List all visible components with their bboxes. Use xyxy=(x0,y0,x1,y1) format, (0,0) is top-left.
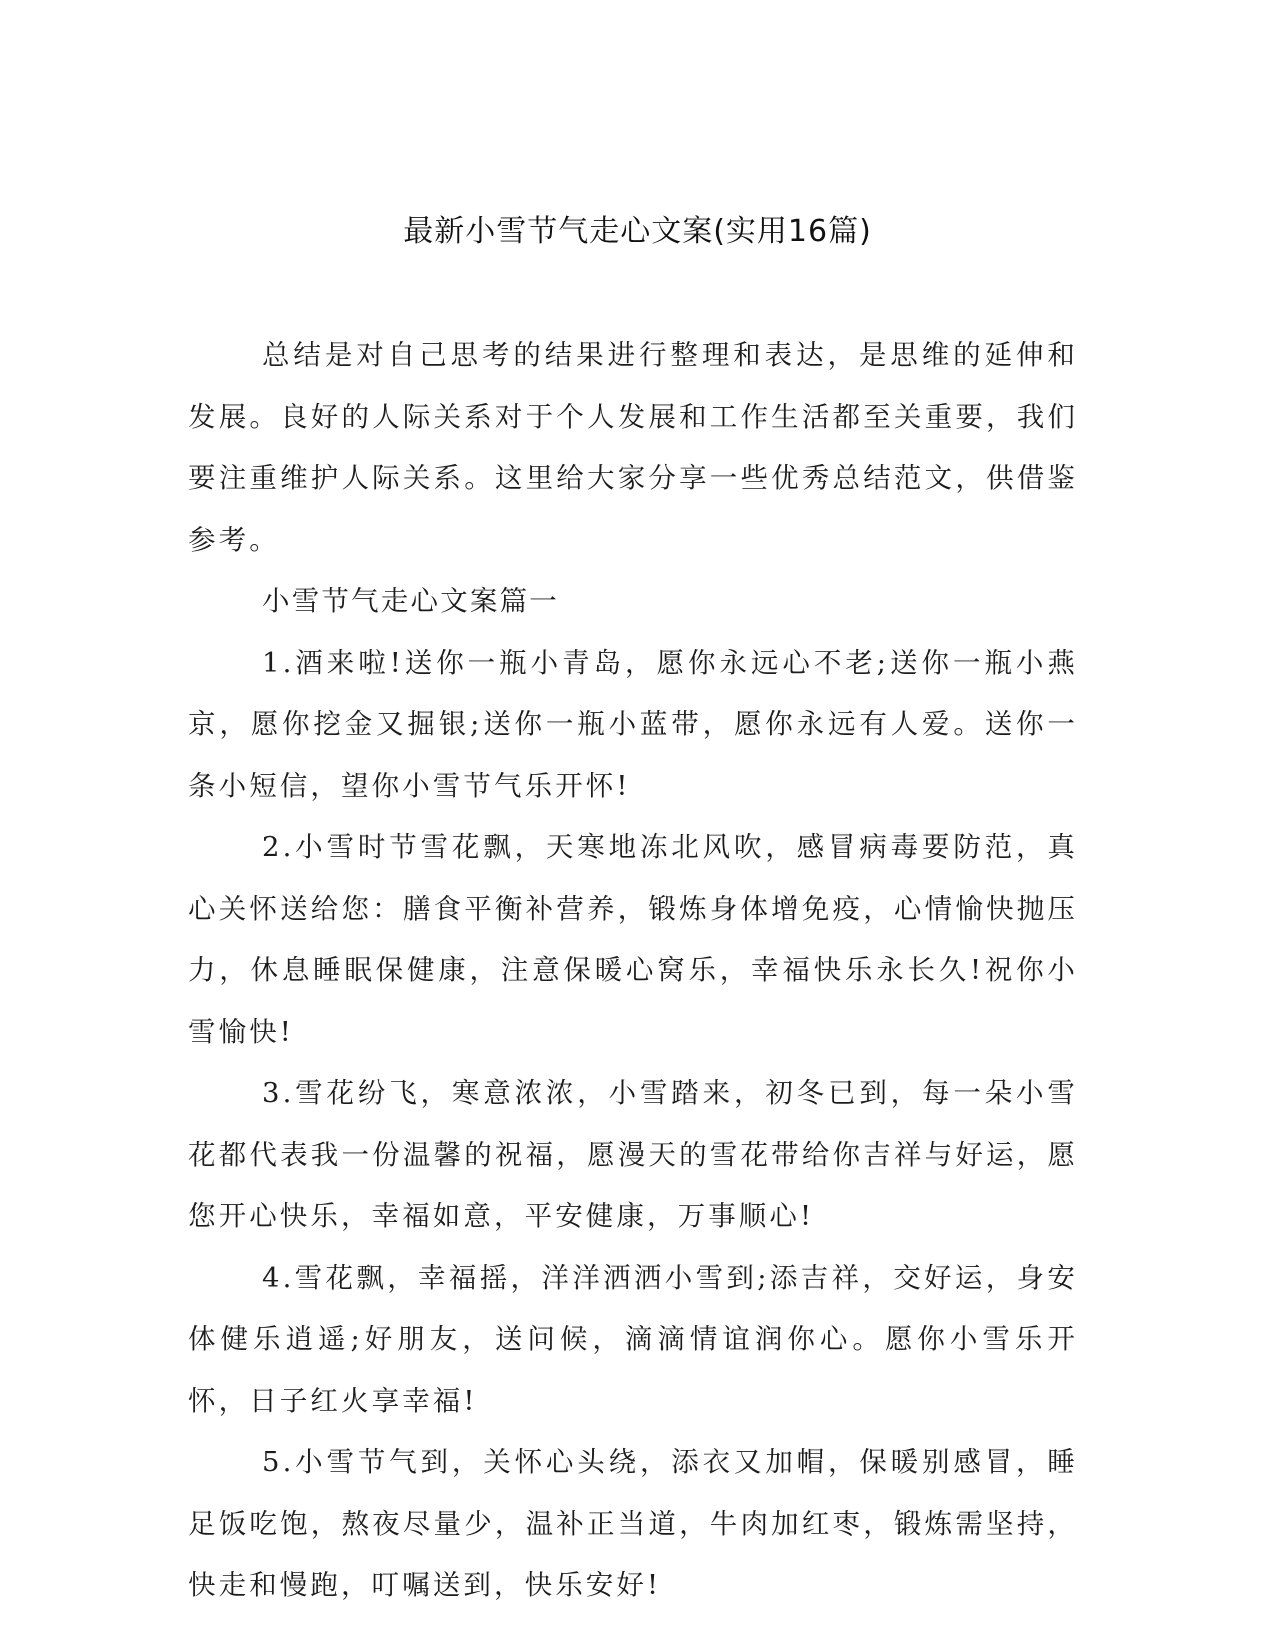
document-body xyxy=(188,325,1078,1617)
intro-paragraph: 总结是对自己思考的结果进行整理和表达，是思维的延伸和发展。良好的人际关系对于个人发展和工作生活都至关重要，我们要注重维护人际关系。这里给大家分享一些优秀总结范文，供借鉴参考。 xyxy=(188,339,1078,556)
wish-item-2: 2.小雪时节雪花飘，天寒地冻北风吹，感冒病毒要防范，真心关怀送给您：膳食平衡补营养，锻炼身体增免疫，心情愉快抛压力，休息睡眠保健康，注意保暖心窝乐，幸福快乐永长久!祝你小雪愉快! xyxy=(188,831,1078,1048)
wish-item-1: 1.酒来啦!送你一瓶小青岛，愿你永远心不老;送你一瓶小燕京，愿你挖金又掘银;送你一瓶小蓝带，愿你永远有人爱。送你一条小短信，望你小雪节气乐开怀! xyxy=(188,646,1078,802)
wish-item-3: 3.雪花纷飞，寒意浓浓，小雪踏来，初冬已到，每一朵小雪花都代表我一份温馨的祝福，愿漫天的雪花带给你吉祥与好运，愿您开心快乐，幸福如意，平安健康，万事顺心! xyxy=(188,1077,1078,1232)
document-title: 最新小雪节气走心文案(实用16篇) xyxy=(403,214,872,249)
wish-item-4: 4.雪花飘，幸福摇，洋洋洒洒小雪到;添吉祥，交好运，身安体健乐逍遥;好朋友，送问候，滴滴情谊润你心。愿你小雪乐开怀，日子红火享幸福! xyxy=(188,1261,1078,1417)
section-heading: 小雪节气走心文案篇一 xyxy=(262,585,559,617)
wish-item-5: 5.小雪节气到，关怀心头绕，添衣又加帽，保暖别感冒，睡足饭吃饱，熬夜尽量少，温补正当道，牛肉加红枣，锻炼需坚持，快走和慢跑，叮嘱送到，快乐安好! xyxy=(188,1446,1078,1601)
